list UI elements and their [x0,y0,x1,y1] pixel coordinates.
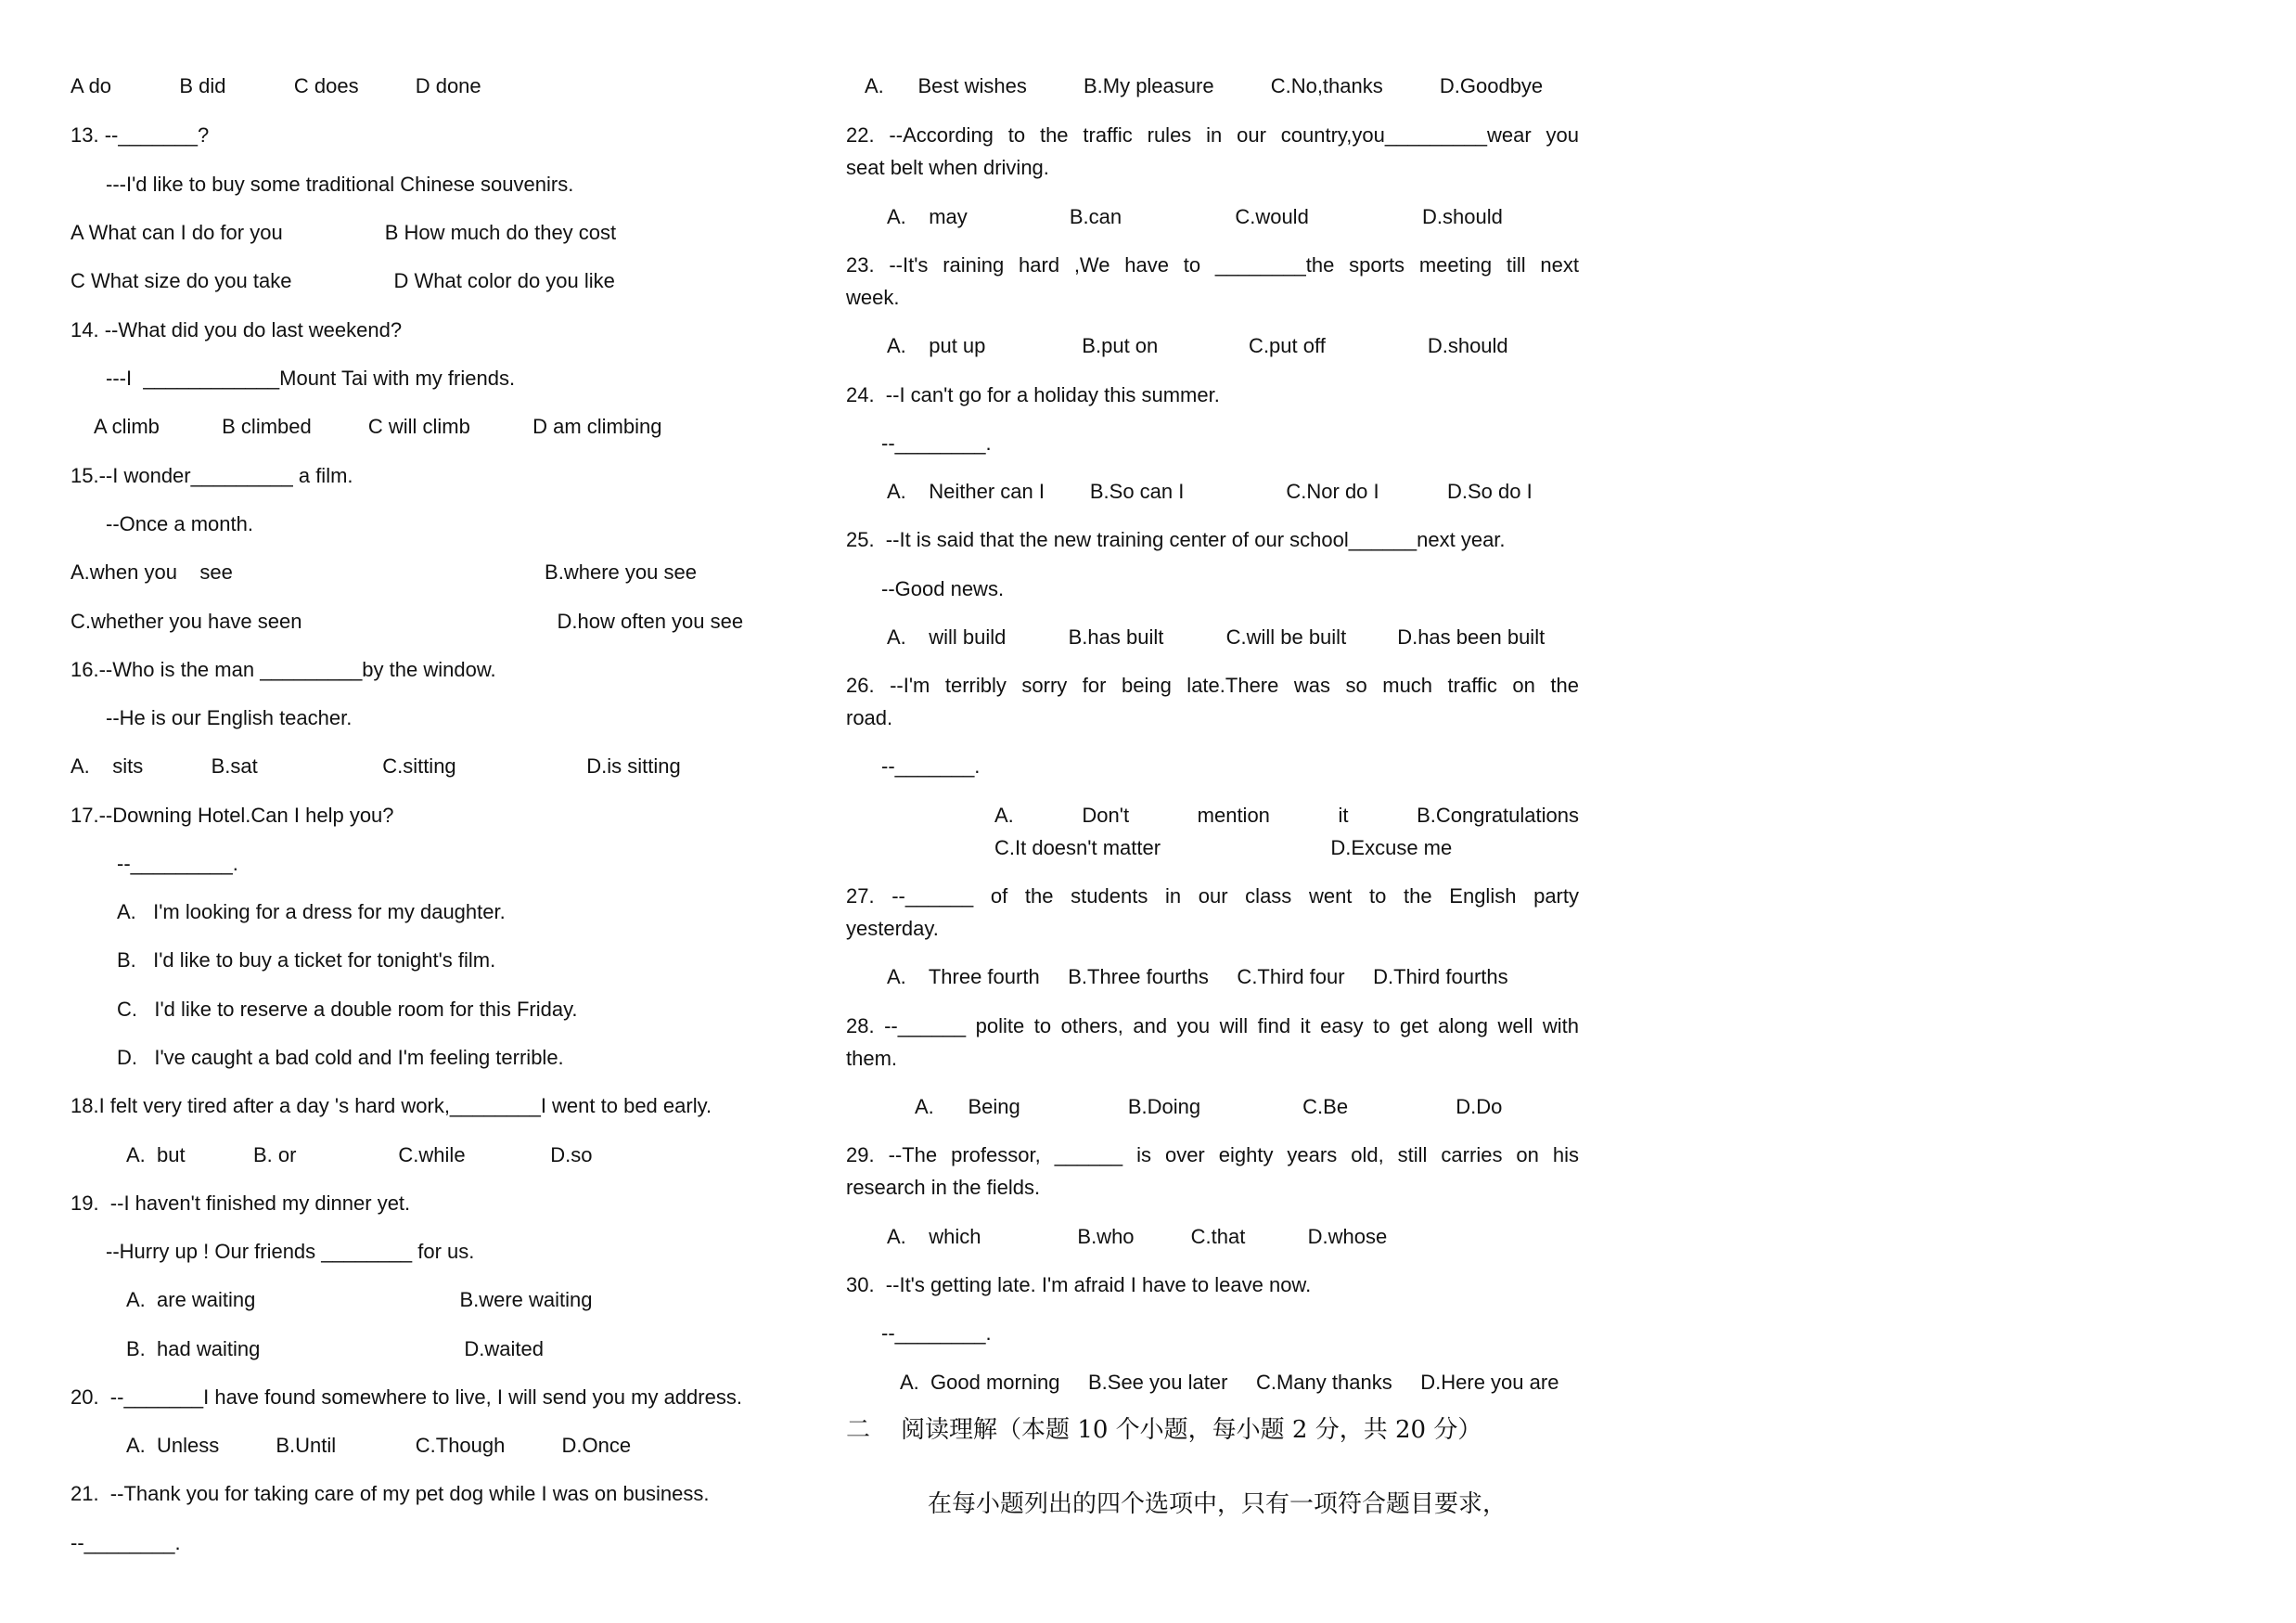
section-instruction: 在每小题列出的四个选项中，只有一项符合题目要求， [928,1490,1507,1518]
left-line: 13. --_______? [71,123,210,147]
left-line: 16.--Who is the man _________by the window. [71,658,496,681]
left-line: 18.I felt very tired after a day 's hard work,________I went to bed early. [71,1094,712,1117]
right-line: 30. --It's getting late. I'm afraid I have to leave now. [846,1273,1312,1296]
left-line: --Once a month. [106,512,253,535]
right-line: 26. --I'm terribly sorry for being late.There was so much traffic on the [846,674,1579,697]
right-line: --_______. [881,754,981,778]
left-line: --________. [71,1531,181,1554]
right-line: 27. --______ of the students in our class went to the English party [846,884,1579,908]
left-line: C What size do you take D What color do you like [71,269,615,292]
left-line: C.whether you have seen D.how often you see [71,610,744,633]
right-line: road. [846,706,893,729]
left-line: 14. --What did you do last weekend? [71,318,403,341]
left-line: A.when you see B.where you see [71,560,697,584]
left-line: 19. --I haven't finished my dinner yet. [71,1191,411,1215]
left-line: A. sits B.sat C.sitting D.is sitting [71,754,681,778]
left-line: A. Unless B.Until C.Though D.Once [126,1434,632,1457]
right-line: --Good news. [881,577,1005,600]
right-line: them. [846,1047,898,1070]
left-line: A. but B. or C.while D.so [126,1143,593,1166]
left-line: B. I'd like to buy a ticket for tonight's film. [117,948,496,972]
right-line: --________. [881,432,992,455]
right-line: A. put up B.put on C.put off D.should [887,334,1508,357]
section-heading: 二 阅读理解（本题 10 个小题，每小题 2 分，共 20 分） [846,1416,1482,1444]
left-line: A climb B climbed C will climb D am climbing [94,415,662,438]
left-line: A What can I do for you B How much do they cost [71,221,617,244]
right-line: A. Don't mention it B.Congratulations [994,804,1579,827]
right-line: seat belt when driving. [846,156,1049,179]
right-line: A. which B.who C.that D.whose [887,1225,1388,1248]
left-line: --Hurry up ! Our friends ________ for us. [106,1240,475,1263]
left-line: C. I'd like to reserve a double room for this Friday. [117,998,578,1021]
right-line: A. Being B.Doing C.Be D.Do [915,1095,1503,1118]
right-line: A. may B.can C.would D.should [887,205,1503,228]
right-line: A. Three fourth B.Three fourths C.Third four D.Third fourths [887,965,1508,988]
right-line: 23. --It's raining hard ,We have to ________the sports meeting till next [846,253,1579,277]
left-line: D. I've caught a bad cold and I'm feeling terrible. [117,1046,564,1069]
right-line: 29. --The professor, ______ is over eighty years old, still carries on his [846,1143,1579,1166]
right-line: 22. --According to the traffic rules in our country,you_________wear you [846,123,1579,147]
left-line: 21. --Thank you for taking care of my pet dog while I was on business. [71,1482,710,1505]
right-line: research in the fields. [846,1176,1041,1199]
right-line: A. Good morning B.See you later C.Many thanks D.Here you are [900,1371,1559,1394]
left-line: 17.--Downing Hotel.Can I help you? [71,804,394,827]
right-line: week. [846,286,900,309]
left-line: ---I'd like to buy some traditional Chinese souvenirs. [106,173,574,196]
left-line: A do B did C does D done [71,74,481,97]
right-line: yesterday. [846,917,939,940]
left-line: ---I ____________Mount Tai with my friends. [106,367,516,390]
right-line: 24. --I can't go for a holiday this summer. [846,383,1220,406]
right-line: A. Neither can I B.So can I C.Nor do I D.So do I [887,480,1533,503]
right-line: 25. --It is said that the new training center of our school______next year. [846,528,1506,551]
left-line: A. are waiting B.were waiting [126,1288,593,1311]
left-line: --He is our English teacher. [106,706,353,729]
right-line: A. will build B.has built C.will be built D.has been built [887,625,1546,649]
left-line: A. I'm looking for a dress for my daughter. [117,900,506,923]
right-line: C.It doesn't matter D.Excuse me [994,836,1453,859]
right-line: 28. --______ polite to others, and you will find it easy to get along well with [846,1014,1579,1037]
left-line: 15.--I wonder_________ a film. [71,464,353,487]
left-line: 20. --_______I have found somewhere to live, I will send you my address. [71,1385,742,1409]
left-line: --_________. [117,852,238,875]
left-line: B. had waiting D.waited [126,1337,544,1360]
right-line: A. Best wishes B.My pleasure C.No,thanks D.Goodbye [865,74,1544,97]
right-line: --________. [881,1321,992,1345]
